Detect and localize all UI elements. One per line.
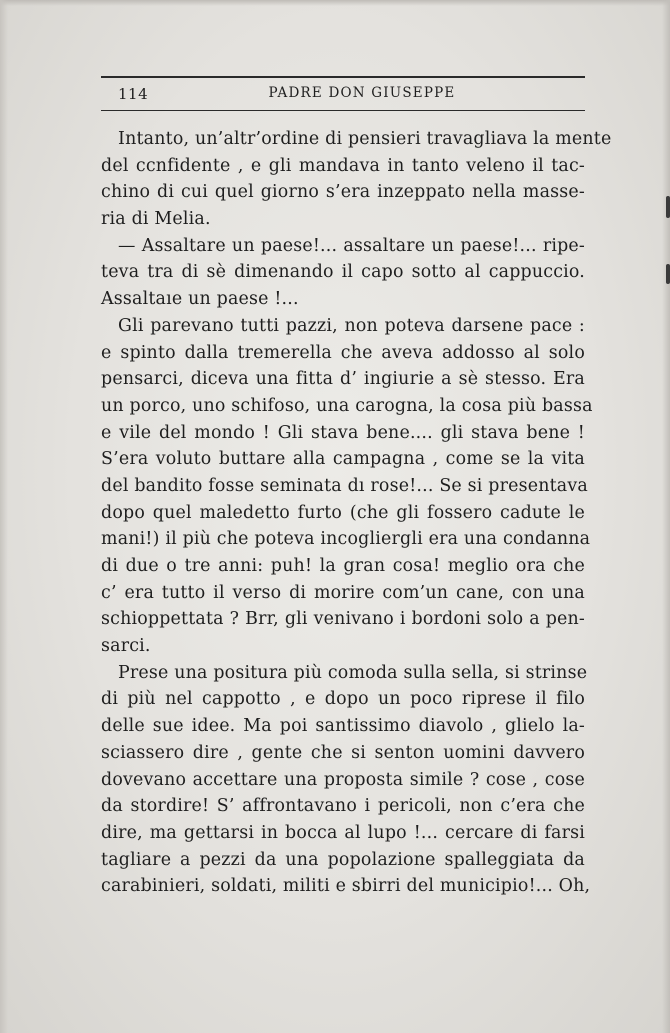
text-line: e vile del mondo ! Gli stava bene.... gli stava bene ! — [101, 422, 585, 443]
text-line: carabinieri, soldati, militi e sbirri del municipio!... Oh, — [101, 876, 591, 897]
text-line: S’era voluto buttare alla campagna , come se la vita — [101, 449, 585, 470]
text-line: Prese una positura più comoda sulla sella, si strinse — [118, 662, 588, 683]
text-line: e spinto dalla tremerella che aveva addosso al solo — [101, 342, 585, 363]
text-line: chino di cui quel giorno s’era inzeppato nella masse- — [101, 182, 585, 203]
text-line: un porco, uno schifoso, una carogna, la cosa più bassa — [101, 395, 593, 416]
text-line: mani!) il più che poteva incogliergli era una condanna — [101, 529, 591, 550]
text-line: ria di Melia. — [101, 209, 211, 230]
text-line: del ccnfidente , e gli mandava in tanto veleno il tac- — [101, 155, 585, 176]
running-head: PADRE DON GIUSEPPE — [268, 85, 456, 101]
text-line: schioppettata ? Brr, gli venivano i bordoni solo a pen- — [101, 609, 585, 630]
text-line: Intanto, un’altr’ordine di pensieri travagliava la mente — [118, 129, 612, 149]
text-line: Assaltaıe un paese !... — [101, 289, 299, 310]
page-left-edge — [0, 0, 8, 1033]
text-line: di due o tre anni: puh! la gran cosa! meglio ora che — [101, 556, 585, 576]
text-line: tagliare a pezzi da una popolazione spalleggiata da — [101, 849, 585, 870]
text-line: del bandito fosse seminata dı rose!... Se si presentava — [101, 475, 588, 496]
text-line: dopo quel maledetto furto (che gli fossero cadute le — [101, 502, 585, 523]
text-line: pensarci, diceva una fitta d’ ingiurie a sè stesso. Era — [101, 369, 585, 390]
page-number: 114 — [118, 85, 149, 103]
text-line: c’ era tutto il verso di morire com’un cane, con una — [101, 582, 585, 603]
text-line: dire, ma gettarsi in bocca al lupo !... cercare di farsi — [101, 822, 585, 843]
text-line: delle sue idee. Ma poi santissimo diavolo , glielo la- — [101, 716, 585, 737]
body-text — [101, 126, 612, 900]
text-line: — Assaltare un paese!... assaltare un paese!... ripe- — [118, 235, 585, 256]
text-line: da stordire! S’ affrontavano i pericoli, non c’era che — [101, 796, 585, 817]
text-line: sarci. — [101, 636, 151, 657]
text-line: dovevano accettare una proposta simile ? cose , cose — [101, 769, 585, 790]
page-right-edge — [662, 0, 670, 1033]
header-rule-top — [101, 76, 585, 78]
header-rule-bottom — [101, 110, 585, 111]
page-header — [101, 72, 585, 120]
text-line: di più nel cappotto , e dopo un poco riprese il filo — [101, 689, 585, 710]
margin-mark — [666, 196, 670, 218]
text-line: sciassero dire , gente che si senton uomini davvero — [101, 742, 585, 763]
page-top-edge — [0, 0, 670, 6]
margin-mark — [666, 264, 670, 284]
text-line: teva tra di sè dimenando il capo sotto al cappuccio. — [101, 262, 585, 283]
text-line: Gli parevano tutti pazzi, non poteva darsene pace : — [118, 315, 585, 336]
